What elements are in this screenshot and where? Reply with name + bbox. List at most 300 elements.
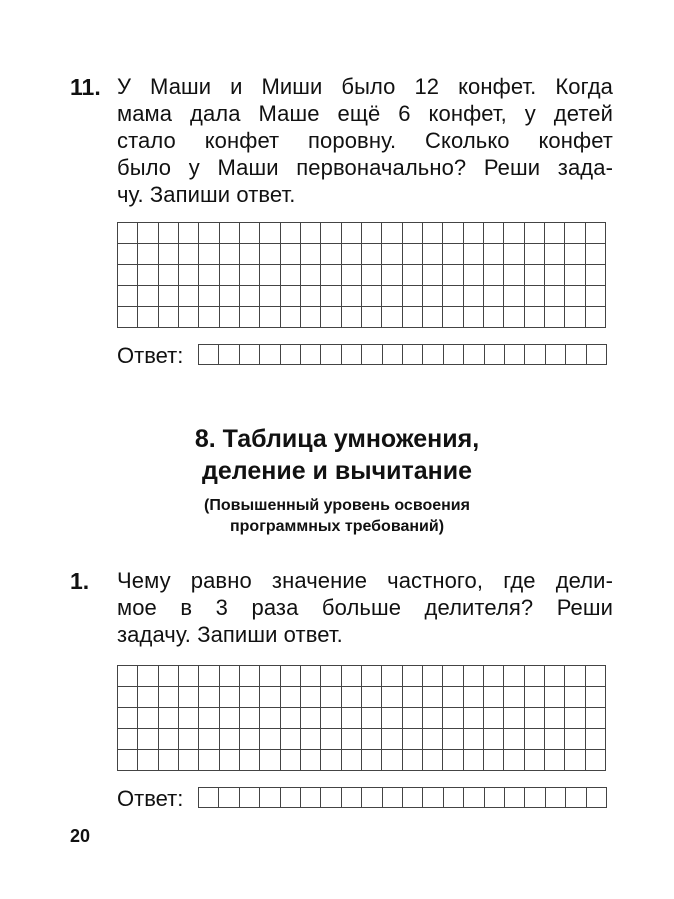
grid-cell[interactable]: [179, 244, 199, 265]
task-1-line: Чему равно значение частного, где дели-: [117, 568, 613, 593]
grid-cell[interactable]: [586, 244, 606, 265]
task-1-text: [117, 567, 613, 648]
grid-cell[interactable]: [321, 307, 341, 328]
grid-cell[interactable]: [260, 750, 280, 771]
grid-cell[interactable]: [464, 729, 484, 750]
answer-cell[interactable]: [485, 788, 505, 808]
task-11-answer-label: Ответ:: [117, 343, 184, 368]
grid-cell[interactable]: [240, 750, 260, 771]
grid-cell[interactable]: [362, 265, 382, 286]
grid-cell[interactable]: [464, 286, 484, 307]
grid-cell[interactable]: [260, 223, 280, 244]
grid-cell[interactable]: [362, 223, 382, 244]
answer-cell[interactable]: [566, 788, 586, 808]
grid-cell[interactable]: [464, 223, 484, 244]
grid-cell[interactable]: [118, 223, 138, 244]
grid-cell[interactable]: [525, 223, 545, 244]
grid-cell[interactable]: [281, 286, 301, 307]
grid-cell[interactable]: [362, 729, 382, 750]
grid-cell[interactable]: [321, 750, 341, 771]
task-11-answer-boxes[interactable]: [198, 344, 607, 365]
grid-cell[interactable]: [382, 223, 402, 244]
answer-cell[interactable]: [587, 788, 607, 808]
grid-cell[interactable]: [281, 666, 301, 687]
grid-cell[interactable]: [220, 265, 240, 286]
grid-cell[interactable]: [301, 307, 321, 328]
grid-cell[interactable]: [423, 750, 443, 771]
grid-cell[interactable]: [464, 687, 484, 708]
grid-cell[interactable]: [484, 729, 504, 750]
grid-cell[interactable]: [281, 244, 301, 265]
grid-cell[interactable]: [199, 687, 219, 708]
grid-cell[interactable]: [382, 265, 402, 286]
task-11-line: мама дала Маше ещё 6 конфет, у детей: [117, 101, 613, 126]
grid-cell[interactable]: [118, 666, 138, 687]
grid-cell[interactable]: [118, 729, 138, 750]
grid-cell[interactable]: [545, 286, 565, 307]
grid-cell[interactable]: [179, 223, 199, 244]
grid-cell[interactable]: [403, 265, 423, 286]
answer-cell[interactable]: [199, 345, 219, 365]
grid-cell[interactable]: [199, 286, 219, 307]
task-11-text: [117, 73, 613, 208]
grid-cell[interactable]: [159, 750, 179, 771]
grid-cell[interactable]: [484, 708, 504, 729]
grid-cell[interactable]: [342, 223, 362, 244]
grid-cell[interactable]: [179, 307, 199, 328]
grid-cell[interactable]: [525, 307, 545, 328]
answer-cell[interactable]: [219, 788, 239, 808]
grid-cell[interactable]: [301, 687, 321, 708]
grid-cell[interactable]: [586, 750, 606, 771]
grid-cell[interactable]: [545, 244, 565, 265]
grid-cell[interactable]: [586, 729, 606, 750]
grid-cell[interactable]: [138, 244, 158, 265]
grid-cell[interactable]: [403, 708, 423, 729]
grid-cell[interactable]: [138, 666, 158, 687]
answer-cell[interactable]: [444, 788, 464, 808]
grid-cell[interactable]: [199, 265, 219, 286]
task-11-line: было у Маши первоначально? Реши зада-: [117, 155, 613, 180]
grid-cell[interactable]: [159, 307, 179, 328]
grid-cell[interactable]: [281, 265, 301, 286]
grid-cell[interactable]: [342, 307, 362, 328]
grid-cell[interactable]: [382, 708, 402, 729]
grid-cell[interactable]: [545, 729, 565, 750]
section-subtitle-line1: (Повышенный уровень освоения: [204, 497, 470, 514]
grid-cell[interactable]: [118, 307, 138, 328]
grid-cell[interactable]: [586, 223, 606, 244]
grid-cell[interactable]: [301, 286, 321, 307]
answer-cell[interactable]: [444, 345, 464, 365]
grid-cell[interactable]: [321, 729, 341, 750]
grid-cell[interactable]: [281, 223, 301, 244]
answer-cell[interactable]: [301, 345, 321, 365]
answer-cell[interactable]: [485, 345, 505, 365]
grid-cell[interactable]: [179, 666, 199, 687]
grid-cell[interactable]: [586, 307, 606, 328]
answer-cell[interactable]: [525, 788, 545, 808]
grid-cell[interactable]: [179, 265, 199, 286]
grid-cell[interactable]: [484, 687, 504, 708]
grid-cell[interactable]: [525, 750, 545, 771]
grid-cell[interactable]: [260, 708, 280, 729]
grid-cell[interactable]: [464, 666, 484, 687]
answer-cell[interactable]: [281, 345, 301, 365]
answer-cell[interactable]: [260, 345, 280, 365]
grid-cell[interactable]: [342, 750, 362, 771]
grid-cell[interactable]: [199, 223, 219, 244]
grid-cell[interactable]: [342, 286, 362, 307]
answer-cell[interactable]: [281, 788, 301, 808]
grid-cell[interactable]: [504, 265, 524, 286]
grid-cell[interactable]: [240, 265, 260, 286]
grid-cell[interactable]: [138, 687, 158, 708]
grid-cell[interactable]: [504, 244, 524, 265]
grid-cell[interactable]: [199, 307, 219, 328]
grid-cell[interactable]: [301, 265, 321, 286]
grid-cell[interactable]: [504, 666, 524, 687]
grid-cell[interactable]: [443, 666, 463, 687]
grid-cell[interactable]: [342, 244, 362, 265]
grid-cell[interactable]: [545, 708, 565, 729]
task-11-solution-grid[interactable]: [117, 222, 606, 328]
grid-cell[interactable]: [159, 244, 179, 265]
grid-cell[interactable]: [159, 687, 179, 708]
grid-cell[interactable]: [220, 708, 240, 729]
grid-cell[interactable]: [321, 708, 341, 729]
grid-cell[interactable]: [484, 265, 504, 286]
grid-cell[interactable]: [464, 265, 484, 286]
grid-cell[interactable]: [423, 307, 443, 328]
grid-cell[interactable]: [484, 244, 504, 265]
grid-cell[interactable]: [382, 687, 402, 708]
grid-cell[interactable]: [443, 307, 463, 328]
grid-cell[interactable]: [301, 244, 321, 265]
grid-cell[interactable]: [565, 687, 585, 708]
answer-cell[interactable]: [362, 788, 382, 808]
answer-cell[interactable]: [260, 788, 280, 808]
answer-cell[interactable]: [240, 345, 260, 365]
grid-cell[interactable]: [586, 666, 606, 687]
grid-cell[interactable]: [565, 666, 585, 687]
grid-cell[interactable]: [525, 244, 545, 265]
grid-cell[interactable]: [260, 687, 280, 708]
grid-cell[interactable]: [484, 286, 504, 307]
grid-cell[interactable]: [199, 750, 219, 771]
answer-cell[interactable]: [587, 345, 607, 365]
grid-cell[interactable]: [565, 286, 585, 307]
grid-cell[interactable]: [220, 729, 240, 750]
task-1-answer-boxes[interactable]: [198, 787, 607, 808]
grid-cell[interactable]: [118, 750, 138, 771]
grid-cell[interactable]: [159, 286, 179, 307]
grid-cell[interactable]: [464, 244, 484, 265]
grid-cell[interactable]: [362, 307, 382, 328]
grid-cell[interactable]: [199, 666, 219, 687]
grid-cell[interactable]: [301, 708, 321, 729]
grid-cell[interactable]: [179, 708, 199, 729]
grid-cell[interactable]: [403, 223, 423, 244]
answer-cell[interactable]: [321, 788, 341, 808]
grid-cell[interactable]: [484, 223, 504, 244]
section-subtitle-line2: программных требований): [229, 518, 445, 535]
grid-cell[interactable]: [362, 708, 382, 729]
grid-cell[interactable]: [362, 666, 382, 687]
grid-cell[interactable]: [321, 265, 341, 286]
grid-cell[interactable]: [403, 244, 423, 265]
grid-cell[interactable]: [159, 223, 179, 244]
answer-cell[interactable]: [403, 345, 423, 365]
grid-cell[interactable]: [382, 666, 402, 687]
grid-cell[interactable]: [138, 286, 158, 307]
grid-cell[interactable]: [138, 750, 158, 771]
grid-cell[interactable]: [321, 244, 341, 265]
grid-cell[interactable]: [525, 729, 545, 750]
grid-cell[interactable]: [545, 750, 565, 771]
grid-cell[interactable]: [301, 223, 321, 244]
grid-cell[interactable]: [565, 244, 585, 265]
grid-cell[interactable]: [179, 687, 199, 708]
grid-cell[interactable]: [301, 750, 321, 771]
grid-cell[interactable]: [565, 729, 585, 750]
grid-cell[interactable]: [220, 244, 240, 265]
grid-cell[interactable]: [159, 666, 179, 687]
answer-cell[interactable]: [219, 345, 239, 365]
grid-cell[interactable]: [240, 223, 260, 244]
grid-cell[interactable]: [423, 223, 443, 244]
grid-cell[interactable]: [443, 244, 463, 265]
grid-cell[interactable]: [321, 223, 341, 244]
grid-cell[interactable]: [545, 265, 565, 286]
grid-cell[interactable]: [118, 286, 138, 307]
grid-cell[interactable]: [301, 729, 321, 750]
answer-cell[interactable]: [199, 788, 219, 808]
grid-cell[interactable]: [138, 307, 158, 328]
grid-cell[interactable]: [220, 750, 240, 771]
answer-cell[interactable]: [321, 345, 341, 365]
answer-cell[interactable]: [362, 345, 382, 365]
grid-cell[interactable]: [220, 687, 240, 708]
grid-cell[interactable]: [545, 687, 565, 708]
grid-cell[interactable]: [159, 708, 179, 729]
grid-cell[interactable]: [443, 286, 463, 307]
grid-cell[interactable]: [138, 708, 158, 729]
grid-cell[interactable]: [220, 666, 240, 687]
grid-cell[interactable]: [525, 708, 545, 729]
answer-cell[interactable]: [546, 788, 566, 808]
task-1-solution-grid[interactable]: [117, 665, 606, 771]
grid-cell[interactable]: [382, 244, 402, 265]
grid-cell[interactable]: [464, 307, 484, 328]
grid-cell[interactable]: [443, 223, 463, 244]
grid-cell[interactable]: [443, 708, 463, 729]
grid-cell[interactable]: [565, 750, 585, 771]
grid-cell[interactable]: [525, 687, 545, 708]
grid-cell[interactable]: [220, 286, 240, 307]
grid-cell[interactable]: [118, 244, 138, 265]
grid-cell[interactable]: [403, 687, 423, 708]
grid-cell[interactable]: [138, 265, 158, 286]
grid-cell[interactable]: [342, 265, 362, 286]
grid-cell[interactable]: [260, 307, 280, 328]
grid-cell[interactable]: [199, 708, 219, 729]
grid-cell[interactable]: [423, 666, 443, 687]
grid-cell[interactable]: [504, 750, 524, 771]
grid-cell[interactable]: [179, 750, 199, 771]
grid-cell[interactable]: [321, 687, 341, 708]
grid-cell[interactable]: [240, 244, 260, 265]
grid-cell[interactable]: [525, 666, 545, 687]
task-11-line: чу. Запиши ответ.: [117, 182, 296, 207]
grid-cell[interactable]: [118, 687, 138, 708]
answer-cell[interactable]: [240, 788, 260, 808]
grid-cell[interactable]: [443, 750, 463, 771]
answer-cell[interactable]: [423, 345, 443, 365]
grid-cell[interactable]: [403, 286, 423, 307]
grid-cell[interactable]: [423, 265, 443, 286]
grid-cell[interactable]: [260, 244, 280, 265]
grid-cell[interactable]: [423, 708, 443, 729]
grid-cell[interactable]: [281, 729, 301, 750]
answer-cell[interactable]: [342, 345, 362, 365]
grid-cell[interactable]: [179, 729, 199, 750]
grid-cell[interactable]: [199, 729, 219, 750]
grid-cell[interactable]: [504, 687, 524, 708]
grid-cell[interactable]: [301, 666, 321, 687]
grid-cell[interactable]: [484, 750, 504, 771]
grid-cell[interactable]: [423, 687, 443, 708]
task-1-line: мое в 3 раза больше делителя? Реши: [117, 595, 613, 620]
grid-cell[interactable]: [565, 708, 585, 729]
answer-cell[interactable]: [403, 788, 423, 808]
grid-cell[interactable]: [525, 286, 545, 307]
grid-cell[interactable]: [362, 244, 382, 265]
grid-cell[interactable]: [545, 666, 565, 687]
grid-cell[interactable]: [240, 687, 260, 708]
grid-cell[interactable]: [342, 666, 362, 687]
grid-cell[interactable]: [281, 307, 301, 328]
grid-cell[interactable]: [443, 729, 463, 750]
grid-cell[interactable]: [443, 687, 463, 708]
task-1-line: задачу. Запиши ответ.: [117, 622, 343, 647]
grid-cell[interactable]: [321, 666, 341, 687]
answer-cell[interactable]: [505, 788, 525, 808]
grid-cell[interactable]: [118, 708, 138, 729]
grid-cell[interactable]: [240, 307, 260, 328]
answer-cell[interactable]: [464, 345, 484, 365]
grid-cell[interactable]: [545, 307, 565, 328]
grid-cell[interactable]: [443, 265, 463, 286]
grid-cell[interactable]: [525, 265, 545, 286]
grid-cell[interactable]: [504, 307, 524, 328]
grid-cell[interactable]: [464, 708, 484, 729]
grid-cell[interactable]: [118, 265, 138, 286]
answer-cell[interactable]: [566, 345, 586, 365]
grid-cell[interactable]: [281, 708, 301, 729]
grid-cell[interactable]: [484, 307, 504, 328]
task-1-number: 1.: [70, 568, 90, 594]
grid-cell[interactable]: [362, 750, 382, 771]
grid-cell[interactable]: [382, 750, 402, 771]
answer-cell[interactable]: [342, 788, 362, 808]
grid-cell[interactable]: [464, 750, 484, 771]
grid-cell[interactable]: [504, 729, 524, 750]
answer-cell[interactable]: [464, 788, 484, 808]
grid-cell[interactable]: [423, 286, 443, 307]
grid-cell[interactable]: [240, 708, 260, 729]
answer-cell[interactable]: [546, 345, 566, 365]
grid-cell[interactable]: [403, 729, 423, 750]
grid-cell[interactable]: [565, 223, 585, 244]
answer-cell[interactable]: [525, 345, 545, 365]
grid-cell[interactable]: [260, 729, 280, 750]
grid-cell[interactable]: [220, 307, 240, 328]
grid-cell[interactable]: [565, 307, 585, 328]
grid-cell[interactable]: [586, 265, 606, 286]
grid-cell[interactable]: [260, 265, 280, 286]
answer-cell[interactable]: [383, 788, 403, 808]
grid-cell[interactable]: [403, 666, 423, 687]
answer-cell[interactable]: [505, 345, 525, 365]
grid-cell[interactable]: [484, 666, 504, 687]
page-number: 20: [70, 826, 91, 846]
grid-cell[interactable]: [362, 687, 382, 708]
grid-cell[interactable]: [342, 729, 362, 750]
grid-cell[interactable]: [504, 708, 524, 729]
grid-cell[interactable]: [504, 223, 524, 244]
grid-cell[interactable]: [159, 729, 179, 750]
answer-cell[interactable]: [423, 788, 443, 808]
grid-cell[interactable]: [382, 307, 402, 328]
grid-cell[interactable]: [403, 750, 423, 771]
grid-cell[interactable]: [138, 729, 158, 750]
section-title-line1: 8. Таблица умножения,: [194, 425, 480, 453]
grid-cell[interactable]: [281, 750, 301, 771]
answer-cell[interactable]: [383, 345, 403, 365]
grid-cell[interactable]: [423, 244, 443, 265]
task-11-number: 11.: [70, 74, 101, 100]
grid-cell[interactable]: [260, 666, 280, 687]
grid-cell[interactable]: [199, 244, 219, 265]
grid-cell[interactable]: [382, 729, 402, 750]
grid-cell[interactable]: [281, 687, 301, 708]
grid-cell[interactable]: [321, 286, 341, 307]
grid-cell[interactable]: [586, 687, 606, 708]
grid-cell[interactable]: [586, 286, 606, 307]
grid-cell[interactable]: [504, 286, 524, 307]
grid-cell[interactable]: [545, 223, 565, 244]
grid-cell[interactable]: [382, 286, 402, 307]
grid-cell[interactable]: [403, 307, 423, 328]
task-11-line: стало конфет поровну. Сколько конфет: [117, 128, 613, 153]
answer-cell[interactable]: [301, 788, 321, 808]
grid-cell[interactable]: [179, 286, 199, 307]
grid-cell[interactable]: [260, 286, 280, 307]
grid-cell[interactable]: [423, 729, 443, 750]
grid-cell[interactable]: [565, 265, 585, 286]
grid-cell[interactable]: [586, 708, 606, 729]
grid-cell[interactable]: [138, 223, 158, 244]
grid-cell[interactable]: [240, 666, 260, 687]
grid-cell[interactable]: [220, 223, 240, 244]
grid-cell[interactable]: [240, 729, 260, 750]
grid-cell[interactable]: [342, 687, 362, 708]
grid-cell[interactable]: [240, 286, 260, 307]
grid-cell[interactable]: [342, 708, 362, 729]
grid-cell[interactable]: [159, 265, 179, 286]
grid-cell[interactable]: [362, 286, 382, 307]
